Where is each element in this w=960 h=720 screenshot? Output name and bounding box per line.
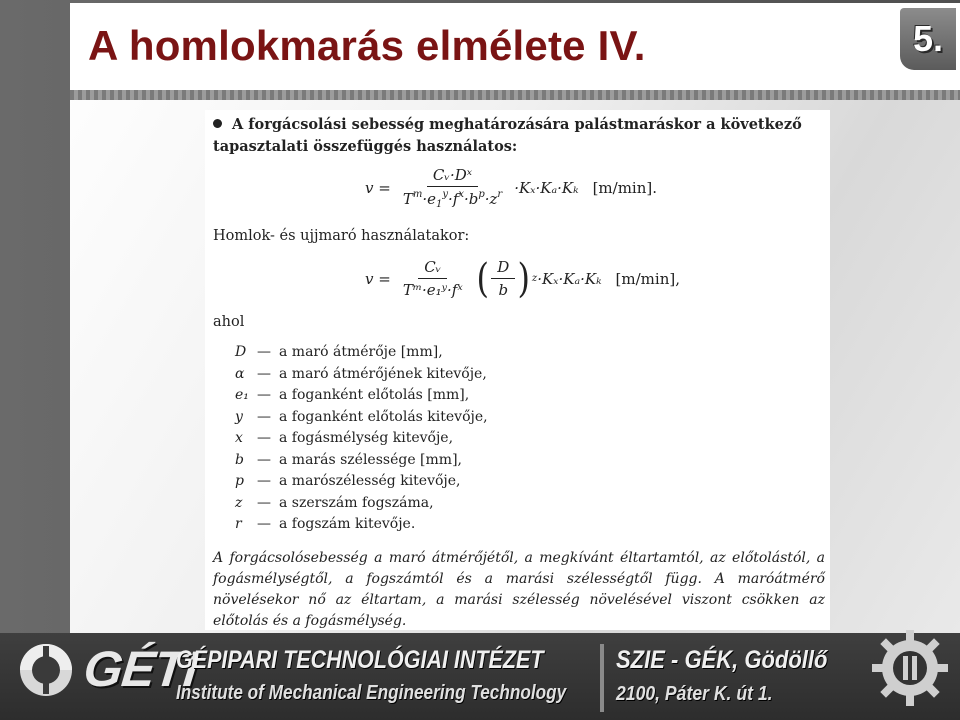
formula1-fraction xyxy=(397,166,508,210)
list-item: D — a maró átmérője [mm], xyxy=(235,344,443,360)
formula1-numerator: Cᵥ·Dˣ xyxy=(427,166,478,187)
list-item: z — a szerszám fogszáma, xyxy=(235,494,434,511)
list-item: r — a fogszám kitevője. xyxy=(235,516,416,532)
formula2-factors: ·Kₓ·Kₐ·Kₖ xyxy=(537,269,602,288)
list-item: y — a foganként előtolás kitevője, xyxy=(235,408,488,425)
bullet-icon xyxy=(213,119,222,128)
formula2-fraction xyxy=(397,258,469,299)
slide-number-badge: 5. xyxy=(900,8,956,70)
formula-milling-speed-face xyxy=(365,255,680,302)
slide-title: A homlokmarás elmélete IV. xyxy=(88,22,646,69)
list-item: α — a maró átmérőjének kitevője, xyxy=(235,365,487,382)
formula2-numerator: Cᵥ xyxy=(418,258,447,279)
title-divider xyxy=(70,90,960,100)
formula-milling-speed-peripheral xyxy=(365,166,657,210)
formula2-denominator: Tᵐ·e₁ʸ·fˣ xyxy=(402,281,463,299)
geti-emblem-icon xyxy=(16,640,76,700)
formula2-ratio-exp: z xyxy=(531,273,538,284)
geti-logo-word: GÉTI xyxy=(81,641,200,697)
right-paren: ) xyxy=(517,255,531,302)
formula2-lhs: v = xyxy=(365,269,391,288)
list-item: e₁ — a foganként előtolás [mm], xyxy=(235,387,470,403)
formula1-factors: ·Kₓ·Kₐ·Kₖ xyxy=(514,179,579,197)
footer-divider xyxy=(600,644,604,712)
summary-paragraph: A forgácsolósebesség a maró átmérőjétől, a megkívánt éltartamtól, az előtolástól, a fogásmélységtől, a fogszámtól és a marási szélességtől függ. A maróátmérő növelésekor nő az éltartam, a marási szélesség növelésével viszont csökken az előtolás és a fogásmélység. xyxy=(213,550,825,629)
left-paren: ( xyxy=(476,255,489,302)
address-line-2: 2100, Páter K. út 1. xyxy=(616,683,773,705)
institute-name-en: Institute of Mechanical Engineering Technology xyxy=(176,682,567,704)
where-label: ahol xyxy=(213,314,245,330)
list-item: x — a fogásmélység kitevője, xyxy=(235,430,454,446)
formula2-ratio xyxy=(491,258,515,299)
formula1-lhs: v = xyxy=(365,179,391,197)
intro-paragraph xyxy=(213,114,818,158)
formula2-unit: [m/min], xyxy=(615,269,680,288)
formula2-ratio-den: b xyxy=(498,281,509,299)
formula1-denominator: $T^m\cdot e_1^y\cdot f^x\cdot b^p\cdot z^r$ xyxy=(402,189,503,210)
formula1-unit: [m/min]. xyxy=(592,179,657,197)
formula2-ratio-num: D xyxy=(491,258,515,279)
list-item: b — a marás szélessége [mm], xyxy=(235,451,462,468)
list-item: p — a marószélesség kitevője, xyxy=(235,473,461,489)
institute-name-hu: GÉPIPARI TECHNOLÓGIAI INTÉZET xyxy=(176,646,544,674)
address-line-1: SZIE - GÉK, Gödöllő xyxy=(616,646,828,674)
intro-text: A forgácsolási sebesség meghatározására palástmaráskor a következő tapasztalati összefüggés használatos: xyxy=(213,116,802,155)
scanned-document xyxy=(205,110,830,630)
definitions-list xyxy=(235,342,488,536)
subheading-face-mill: Homlok- és ujjmaró használatakor: xyxy=(213,228,470,244)
gear-emblem-icon xyxy=(868,626,952,710)
